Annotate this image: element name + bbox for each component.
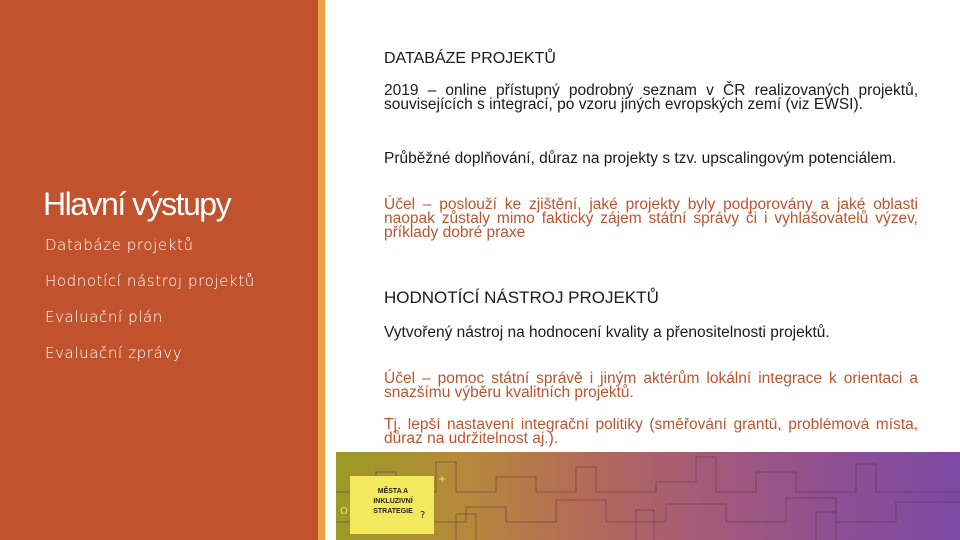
accent-stripe (318, 0, 325, 540)
footer-banner (336, 452, 960, 540)
circle-icon: O (340, 506, 348, 517)
plus-icon: + (438, 474, 447, 485)
section-heading-evaluation-tool: HODNOTÍCÍ NÁSTROJ PROJEKTŮ (384, 288, 659, 307)
database-paragraph-1: 2019 – online přístupný podrobný seznam v ČR realizovaných projektů, souvisejících s integrací, po vzoru jiných evropských zemí (viz EWSI). (384, 82, 918, 113)
tool-paragraph-2: Účel – pomoc státní správě i jiným aktérům lokální integrace k orientaci a snazšímu výběru kvalitních projektů. (384, 370, 918, 401)
database-paragraph-2: Průběžné doplňování, důraz na projekty s tzv. upscalingovým potenciálem. (384, 150, 897, 167)
chevron-left-icon: < (384, 526, 393, 537)
question-icon: ? (420, 510, 426, 521)
section-heading-database: DATABÁZE PROJEKTŮ (384, 50, 556, 67)
main-title: Hlavní výstupy (43, 186, 231, 222)
tool-paragraph-1: Vytvořený nástroj na hodnocení kvality a přenositelnosti projektů. (384, 324, 830, 341)
outputs-item-evaluation-plan: Evaluační plán (45, 308, 163, 326)
tool-paragraph-3: Tj. lepší nastavení integrační politiky (směřování grantů, problémová místa, důraz na udržitelnost aj.). (384, 418, 918, 447)
logo-text: MĚSTA A INKLUZIVNÍ STRATEGIE (373, 488, 413, 515)
outputs-item-evaluation-tool: Hodnotící nástroj projektů (45, 272, 255, 290)
outputs-list (45, 235, 255, 379)
outputs-item-database: Databáze projektů (45, 236, 194, 254)
database-paragraph-3: Účel – poslouží ke zjištění, jaké projekty byly podporovány a jaké oblasti naopak zůstaly mimo faktický zájem státní správy či i vyhlašovatelů výzev, příklady dobré praxe (384, 196, 918, 241)
outputs-item-evaluation-reports: Evaluační zprávy (45, 344, 183, 362)
